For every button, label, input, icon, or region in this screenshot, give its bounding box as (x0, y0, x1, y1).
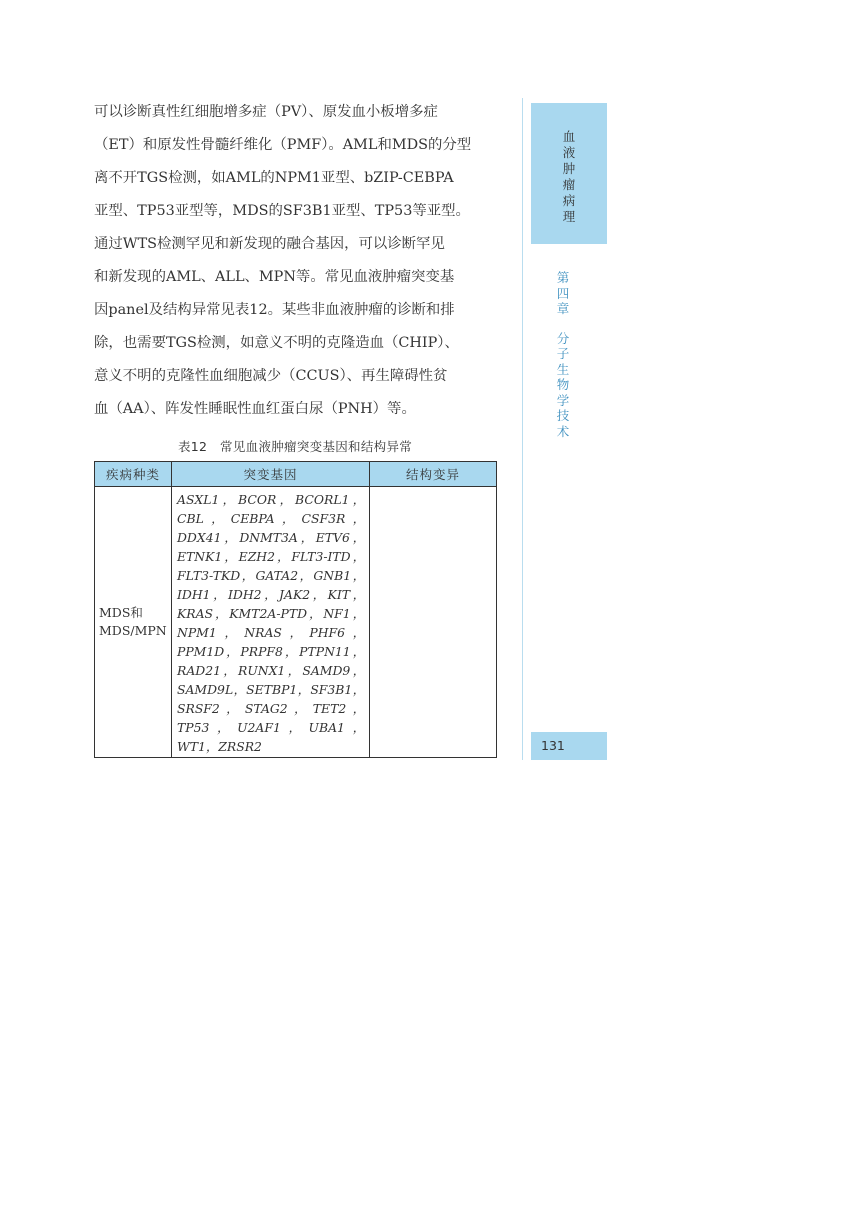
sidebar-divider (522, 98, 523, 760)
body-line: 通过WTS检测罕见和新发现的融合基因，可以诊断罕见 (94, 236, 445, 252)
body-line: 血（AA）、阵发性睡眠性血红蛋白尿（PNH）等。 (94, 401, 416, 417)
chapter-char: 第 (556, 270, 570, 285)
body-line: 离不开TGS检测，如AML的NPM1亚型、bZIP-CEBPA (94, 170, 454, 186)
table-row (95, 487, 497, 758)
body-line: 亚型、TP53亚型等，MDS的SF3B1亚型、TP53等亚型。 (94, 203, 470, 219)
chapter-label (555, 270, 571, 439)
chapter-title-char: 物 (556, 377, 570, 392)
section-char: 病 (562, 193, 576, 208)
body-line: 因panel及结构异常见表12。某些非血液肿瘤的诊断和排 (94, 302, 455, 318)
structural-variant-cell (370, 487, 497, 758)
disease-cell: MDS和 MDS/MPN (95, 487, 172, 758)
body-line: 可以诊断真性红细胞增多症（PV）、原发血小板增多症 (94, 104, 438, 120)
table-header-row (95, 462, 497, 487)
gene-list-cell: ASXL1，BCOR，BCORL1，CBL，CEBPA，CSF3R，DDX41，DNMT3A，ETV6，ETNK1，EZH2，FLT3-ITD，FLT3-TKD，GATA2，GNB1，IDH1，IDH2，JAK2，KIT，KRAS，KMT2A-PTD，NF1，NPM1，NRAS，PHF6，PPM1D，PRPF8，PTPN11，RAD21，RUNX1，SAMD9，SAMD9L，SETBP1，SF3B1，SRSF2，STAG2，TET2，TP53，U2AF1，UBA1，WT1，ZRSR2 (172, 487, 370, 758)
body-line: 除，也需要TGS检测，如意义不明的克隆造血（CHIP）、 (94, 335, 459, 351)
section-title (531, 129, 607, 225)
chapter-title-char: 分 (556, 330, 570, 346)
body-line: 意义不明的克隆性血细胞减少（CCUS）、再生障碍性贫 (94, 368, 448, 384)
header-mutant-genes: 突变基因 (172, 462, 370, 487)
chapter-title-char: 术 (556, 423, 570, 439)
chapter-title-char: 技 (556, 408, 570, 423)
body-line: 和新发现的AML、ALL、MPN等。常见血液肿瘤突变基 (94, 269, 455, 285)
header-structural-variant: 结构变异 (370, 462, 497, 487)
body-line: （ET）和原发性骨髓纤维化（PMF）。AML和MDS的分型 (94, 137, 472, 153)
section-char: 理 (562, 209, 576, 224)
body-text (94, 96, 496, 426)
section-char: 血 (562, 129, 576, 144)
chapter-title-char: 学 (556, 392, 570, 408)
page-number-tab (531, 732, 607, 760)
section-char: 液 (562, 145, 576, 160)
chapter-gap (555, 317, 571, 331)
section-char: 肿 (562, 161, 576, 176)
table-caption: 表12 常见血液肿瘤突变基因和结构异常 (177, 439, 413, 454)
gene-table (94, 461, 497, 758)
header-disease-type: 疾病种类 (95, 462, 172, 487)
chapter-char: 章 (556, 301, 570, 316)
section-char: 瘤 (562, 177, 576, 192)
chapter-char: 四 (556, 285, 570, 301)
section-tab (531, 103, 607, 244)
page-number: 131 (541, 738, 565, 753)
chapter-title-char: 生 (556, 361, 570, 377)
chapter-title-char: 子 (556, 346, 570, 361)
